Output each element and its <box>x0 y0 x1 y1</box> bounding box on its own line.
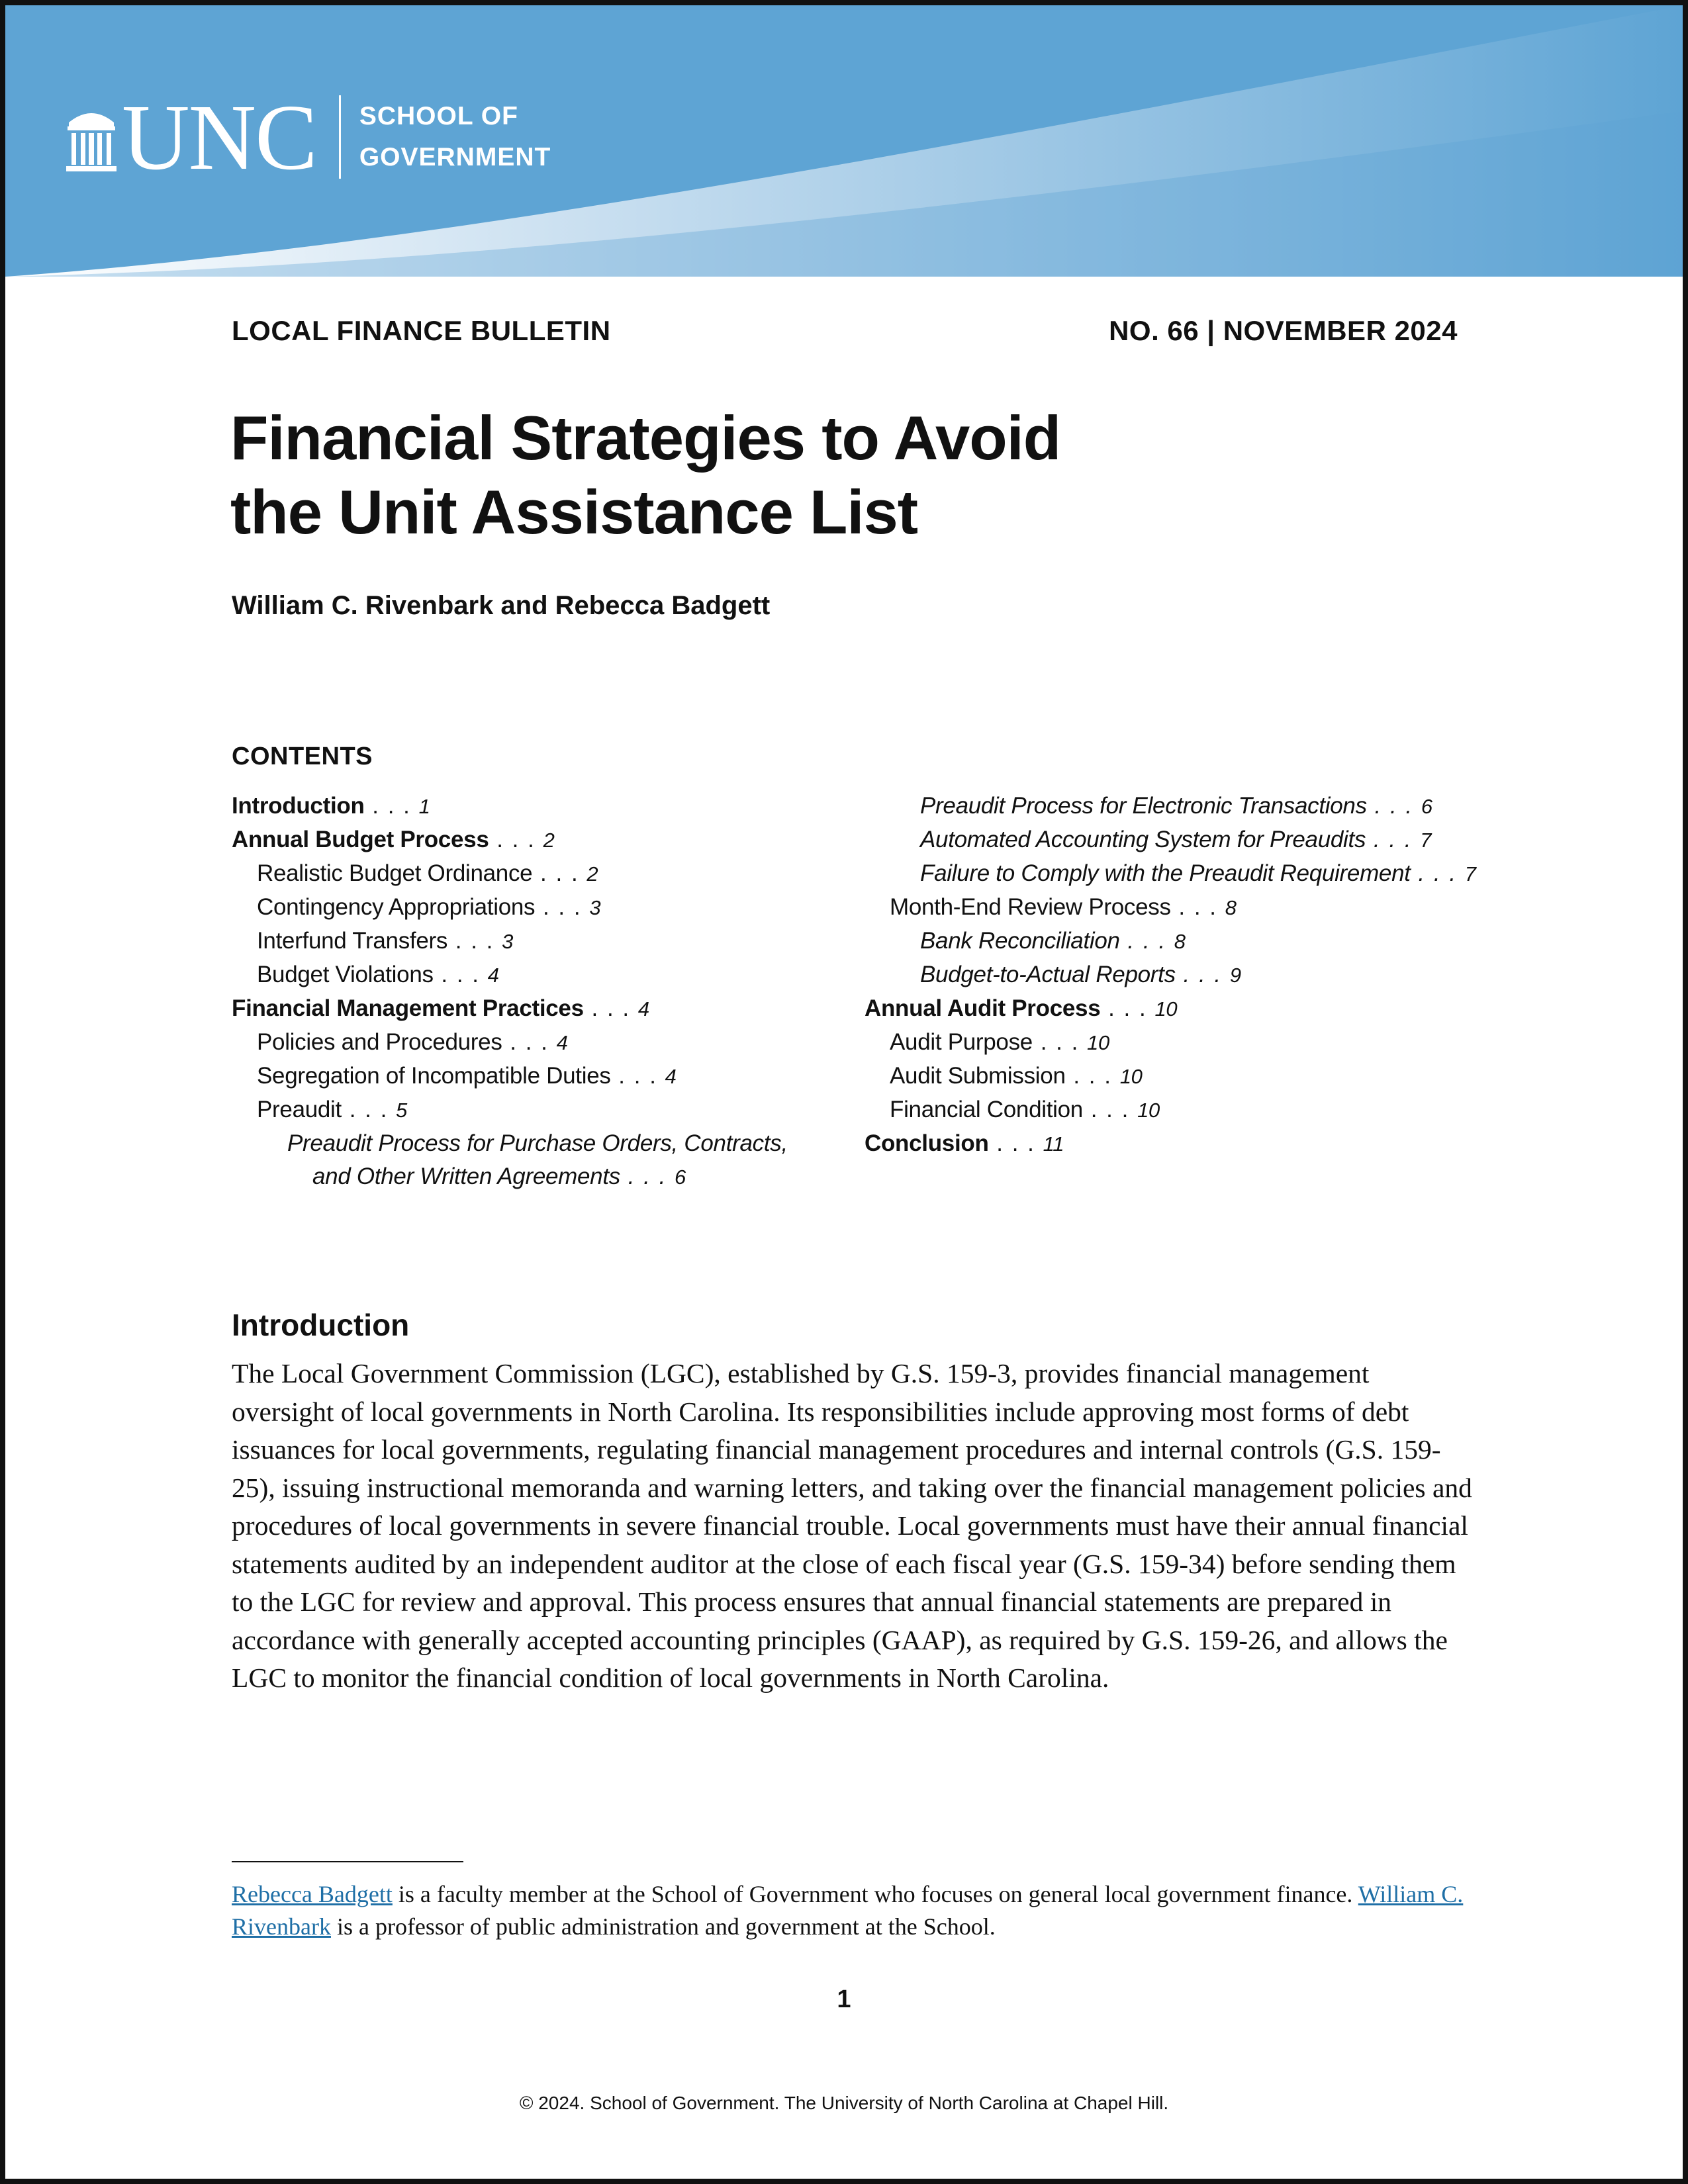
author-byline: William C. Rivenbark and Rebecca Badgett <box>232 591 771 620</box>
toc-page-number: 10 <box>1087 1031 1109 1054</box>
toc-entry-conclusion[interactable]: Conclusion . . . 11 <box>865 1130 1064 1156</box>
toc-entry-budget-to-actual-reports[interactable]: Budget-to-Actual Reports . . . 9 <box>920 962 1241 987</box>
toc-page-number: 3 <box>589 896 601 919</box>
toc-entry-segregation-of-incompatible-duties[interactable]: Segregation of Incompatible Duties . . . 4 <box>257 1063 677 1089</box>
toc-title: Budget-to-Actual Reports <box>920 962 1176 987</box>
toc-entry-annual-budget-process[interactable]: Annual Budget Process . . . 2 <box>232 827 555 852</box>
toc-left-column <box>232 790 861 1194</box>
toc-title: Automated Accounting System for Preaudits <box>920 827 1366 852</box>
toc-right-column <box>865 790 1487 1161</box>
toc-title: Preaudit Process for Electronic Transactions <box>920 793 1367 819</box>
toc-page-number: 4 <box>637 997 649 1021</box>
logo-school-name <box>359 96 551 178</box>
contents-heading: CONTENTS <box>232 743 373 770</box>
toc-entry-preaudit-electronic-transactions[interactable]: Preaudit Process for Electronic Transactions . . . 6 <box>920 793 1432 819</box>
toc-title: and Other Written Agreements <box>312 1163 620 1189</box>
toc-title: Month-End Review Process <box>890 894 1171 920</box>
toc-entry-contingency-appropriations[interactable]: Contingency Appropriations . . . 3 <box>257 894 601 920</box>
footnote-divider <box>232 1861 463 1862</box>
toc-page-number: 6 <box>1421 795 1432 818</box>
toc-title: Conclusion <box>865 1130 989 1156</box>
logo-school-line2: GOVERNMENT <box>359 143 551 171</box>
toc-page-number: 10 <box>1137 1099 1160 1122</box>
toc-entry-budget-violations[interactable]: Budget Violations . . . 4 <box>257 962 499 987</box>
footnote-text-2: is a professor of public administration and government at the School. <box>330 1913 996 1940</box>
toc-title: Annual Budget Process <box>232 827 489 852</box>
bulletin-issue: NO. 66 | NOVEMBER 2024 <box>1109 315 1458 346</box>
toc-page-number: 8 <box>1174 930 1186 953</box>
toc-title: Segregation of Incompatible Duties <box>257 1063 611 1089</box>
title-line-1: Financial Strategies to Avoid <box>230 403 1061 473</box>
toc-title: Introduction <box>232 793 365 819</box>
footnote-text-1: is a faculty member at the School of Government who focuses on general local government finance. <box>392 1881 1358 1907</box>
title-line-2: the Unit Assistance List <box>230 477 918 547</box>
author-link-rebecca-badgett[interactable]: Rebecca Badgett <box>232 1881 393 1907</box>
toc-page-number: 4 <box>665 1065 677 1088</box>
toc-title: Preaudit Process for Purchase Orders, Contracts, <box>287 1130 788 1156</box>
section-heading-introduction: Introduction <box>232 1308 410 1342</box>
toc-entry-annual-audit-process[interactable]: Annual Audit Process . . . 10 <box>865 995 1178 1021</box>
bulletin-series: LOCAL FINANCE BULLETIN <box>232 315 611 346</box>
toc-page-number: 3 <box>502 930 514 953</box>
logo-school-line1: SCHOOL OF <box>359 102 518 130</box>
document-title <box>230 401 1356 549</box>
bulletin-info-row <box>232 315 1458 347</box>
toc-title: Interfund Transfers <box>257 928 448 954</box>
toc-entry-failure-to-comply[interactable]: Failure to Comply with the Preaudit Requirement . . . 7 <box>920 860 1476 886</box>
toc-page-number: 5 <box>396 1099 407 1122</box>
toc-entry-automated-accounting-system[interactable]: Automated Accounting System for Preaudits . . . 7 <box>920 827 1432 852</box>
toc-page-number: 2 <box>543 829 555 852</box>
copyright-notice: © 2024. School of Government. The University of North Carolina at Chapel Hill. <box>519 2093 1169 2113</box>
toc-page-number: 8 <box>1225 896 1237 919</box>
toc-title: Audit Submission <box>890 1063 1066 1089</box>
toc-entry-audit-purpose[interactable]: Audit Purpose . . . 10 <box>890 1029 1109 1055</box>
toc-title: Preaudit <box>257 1097 342 1122</box>
toc-title: Policies and Procedures <box>257 1029 502 1055</box>
toc-entry-financial-condition[interactable]: Financial Condition . . . 10 <box>890 1097 1160 1122</box>
toc-page-number: 9 <box>1229 964 1241 987</box>
toc-page-number: 11 <box>1043 1132 1064 1156</box>
toc-title: Contingency Appropriations <box>257 894 536 920</box>
toc-entry-preaudit-purchase-orders-cont[interactable]: and Other Written Agreements . . . 6 <box>312 1163 686 1189</box>
toc-title: Annual Audit Process <box>865 995 1101 1021</box>
toc-page-number: 4 <box>487 964 499 987</box>
toc-page-number: 4 <box>556 1031 568 1054</box>
toc-entry-interfund-transfers[interactable]: Interfund Transfers . . . 3 <box>257 928 514 954</box>
toc-title: Failure to Comply with the Preaudit Requirement <box>920 860 1411 886</box>
toc-entry-policies-and-procedures[interactable]: Policies and Procedures . . . 4 <box>257 1029 568 1055</box>
unc-sog-logo[interactable] <box>66 85 551 189</box>
toc-page-number: 10 <box>1154 997 1178 1021</box>
logo-unc-wordmark: UNC <box>122 85 316 189</box>
toc-title: Bank Reconciliation <box>920 928 1120 954</box>
toc-entry-bank-reconciliation[interactable]: Bank Reconciliation . . . 8 <box>920 928 1186 954</box>
introduction-paragraph: The Local Government Commission (LGC), established by G.S. 159-3, provides financial management oversight of local governments in North Carolina. Its responsibilities include approving most forms of debt issuances for local governments, regulating financial management procedures and internal controls (G.S. 159-25), issuing instructional memoranda and warning letters, and taking over the financial management policies and procedures of local governments in severe financial trouble. Local governments must have their annual financial statements audited by an independent auditor at the close of each fiscal year (G.S. 159-34) before sending them to the LGC for review and approval. This process ensures that annual financial statements are prepared in accordance with generally accepted accounting principles (GAAP), as required by G.S. 159-26, and allows the LGC to monitor the financial condition of local governments in North Carolina. <box>232 1358 1472 1693</box>
toc-page-number: 10 <box>1119 1065 1143 1088</box>
toc-entry-preaudit-purchase-orders[interactable] <box>232 1127 861 1160</box>
toc-title: Audit Purpose <box>890 1029 1033 1055</box>
toc-entry-realistic-budget-ordinance[interactable]: Realistic Budget Ordinance . . . 2 <box>257 860 598 886</box>
toc-entry-financial-management-practices[interactable]: Financial Management Practices . . . 4 <box>232 995 649 1021</box>
author-link-william-rivenbark[interactable]: William C. Rivenbark <box>232 1881 1464 1940</box>
old-well-icon <box>66 103 117 171</box>
toc-page-number: 1 <box>418 795 430 818</box>
author-footnote <box>232 1878 1476 1943</box>
toc-entry-audit-submission[interactable]: Audit Submission . . . 10 <box>890 1063 1143 1089</box>
toc-page-number: 7 <box>1464 862 1476 886</box>
toc-title: Financial Management Practices <box>232 995 584 1021</box>
toc-entry-preaudit[interactable]: Preaudit . . . 5 <box>257 1097 407 1122</box>
toc-page-number: 6 <box>675 1165 686 1189</box>
page-number: 1 <box>837 1985 851 2013</box>
toc-page-number: 7 <box>1420 829 1432 852</box>
toc-title: Realistic Budget Ordinance <box>257 860 533 886</box>
toc-entry-month-end-review-process[interactable]: Month-End Review Process . . . 8 <box>890 894 1237 920</box>
toc-title: Budget Violations <box>257 962 434 987</box>
toc-page-number: 2 <box>586 862 598 886</box>
toc-entry-introduction[interactable]: Introduction . . . 1 <box>232 793 430 819</box>
logo-divider <box>339 95 341 179</box>
toc-title: Financial Condition <box>890 1097 1083 1122</box>
